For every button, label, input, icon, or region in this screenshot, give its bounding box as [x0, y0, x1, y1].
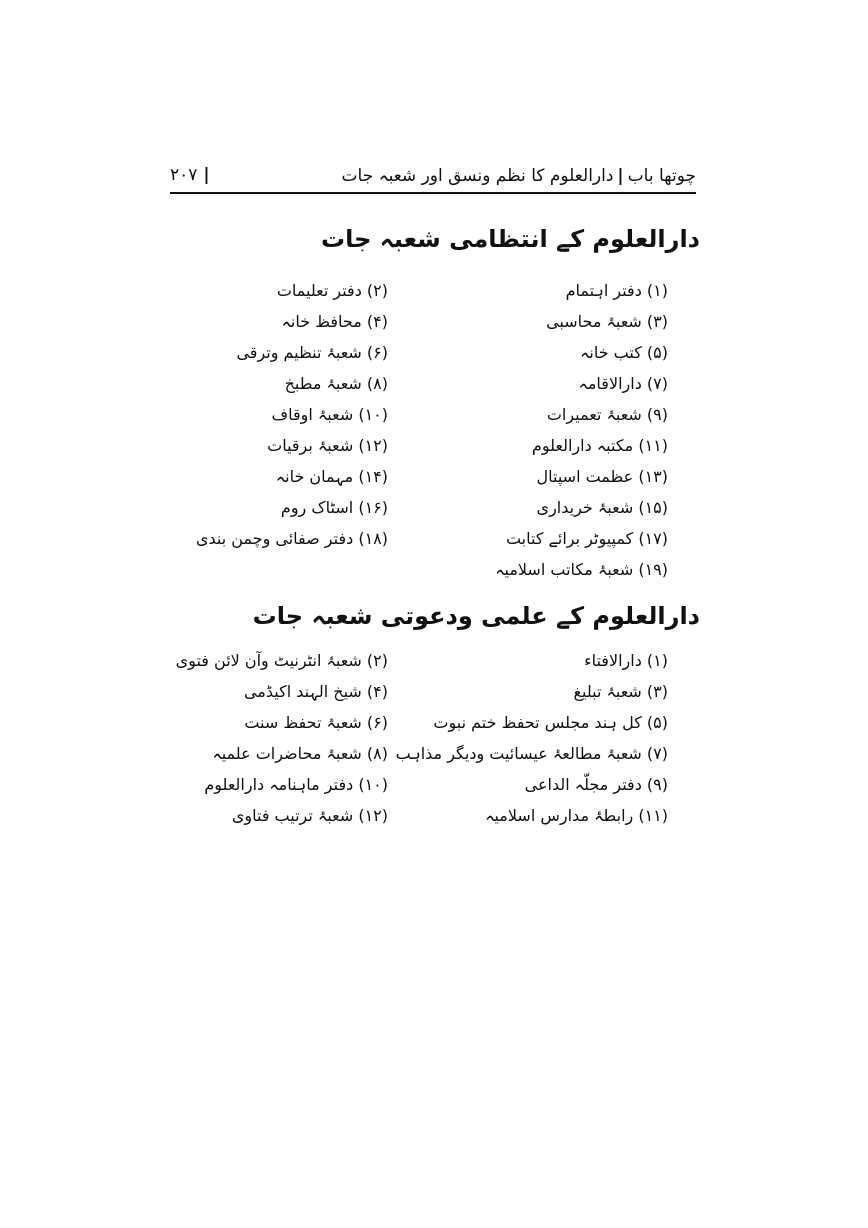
list-item: (۱۱) رابطۂ مدارس اسلامیہ — [485, 806, 668, 825]
list-item: (۴) محافظ خانہ — [281, 312, 388, 331]
list-item: (۵) کتب خانہ — [579, 343, 668, 362]
list-item: (۱۲) شعبۂ برقیات — [267, 436, 388, 455]
list-item: (۱۹) شعبۂ مکاتب اسلامیہ — [495, 560, 668, 579]
page-separator: | — [203, 165, 210, 185]
list-item: (۲) شعبۂ انٹرنیٹ وآن لائن فتوی — [175, 651, 388, 670]
page-number: ۲۰۷ — [170, 165, 198, 185]
list-item: (۱) دارالافتاء — [584, 651, 668, 670]
list-item: (۹) شعبۂ تعمیرات — [546, 405, 668, 424]
header-title: دارالعلوم کا نظم ونسق اور شعبہ جات — [341, 165, 614, 186]
header-chapter: چوتھا باب — [627, 165, 696, 186]
header-page-block — [170, 165, 210, 185]
list-item: (۱۶) اسٹاک روم — [280, 498, 388, 517]
list-item: (۷) دارالاقامہ — [578, 374, 668, 393]
list-item: (۱۰) دفتر ماہنامہ دارالعلوم — [204, 775, 388, 794]
list-item: (۳) شعبۂ محاسبی — [546, 312, 668, 331]
list-item: (۱۰) شعبۂ اوقاف — [271, 405, 388, 424]
admin-list-right — [495, 275, 668, 585]
list-item: (۷) شعبۂ مطالعۂ عیسائیت ودیگر مذاہب — [395, 744, 668, 763]
list-item: (۱۵) شعبۂ خریداری — [536, 498, 668, 517]
running-header — [170, 158, 696, 194]
list-item: (۵) کل ہند مجلس تحفظ ختم نبوت — [433, 713, 668, 732]
list-item: (۸) شعبۂ محاضرات علمیہ — [212, 744, 388, 763]
list-item: (۱۸) دفتر صفائی وچمن بندی — [195, 529, 388, 548]
academic-list-left — [176, 645, 388, 831]
header-chapter-title — [342, 165, 696, 186]
list-item: (۱۴) مہمان خانہ — [275, 467, 388, 486]
list-item: (۲) دفتر تعلیمات — [276, 281, 388, 300]
list-item: (۶) شعبۂ تحفظ سنت — [244, 713, 388, 732]
list-item: (۱) دفتر اہتمام — [565, 281, 668, 300]
academic-list-right — [396, 645, 668, 831]
list-item: (۱۷) کمپیوٹر برائے کتابت — [505, 529, 668, 548]
list-item: (۴) شیخ الہند اکیڈمی — [243, 682, 388, 701]
admin-list-left — [196, 275, 388, 554]
list-item: (۱۱) مکتبہ دارالعلوم — [531, 436, 668, 455]
section-heading-academic-dawah: دارالعلوم کے علمی ودعوتی شعبہ جات — [252, 602, 700, 630]
list-item: (۶) شعبۂ تنظیم وترقی — [236, 343, 388, 362]
list-item: (۱۳) عظمت اسپتال — [536, 467, 668, 486]
section-heading-administrative: دارالعلوم کے انتظامی شعبہ جات — [320, 225, 700, 253]
list-item: (۱۲) شعبۂ ترتیب فتاوی — [231, 806, 388, 825]
header-separator: | — [617, 165, 624, 186]
list-item: (۸) شعبۂ مطبخ — [284, 374, 388, 393]
list-item: (۳) شعبۂ تبلیغ — [573, 682, 668, 701]
list-item: (۹) دفتر مجلّہ الداعی — [524, 775, 668, 794]
